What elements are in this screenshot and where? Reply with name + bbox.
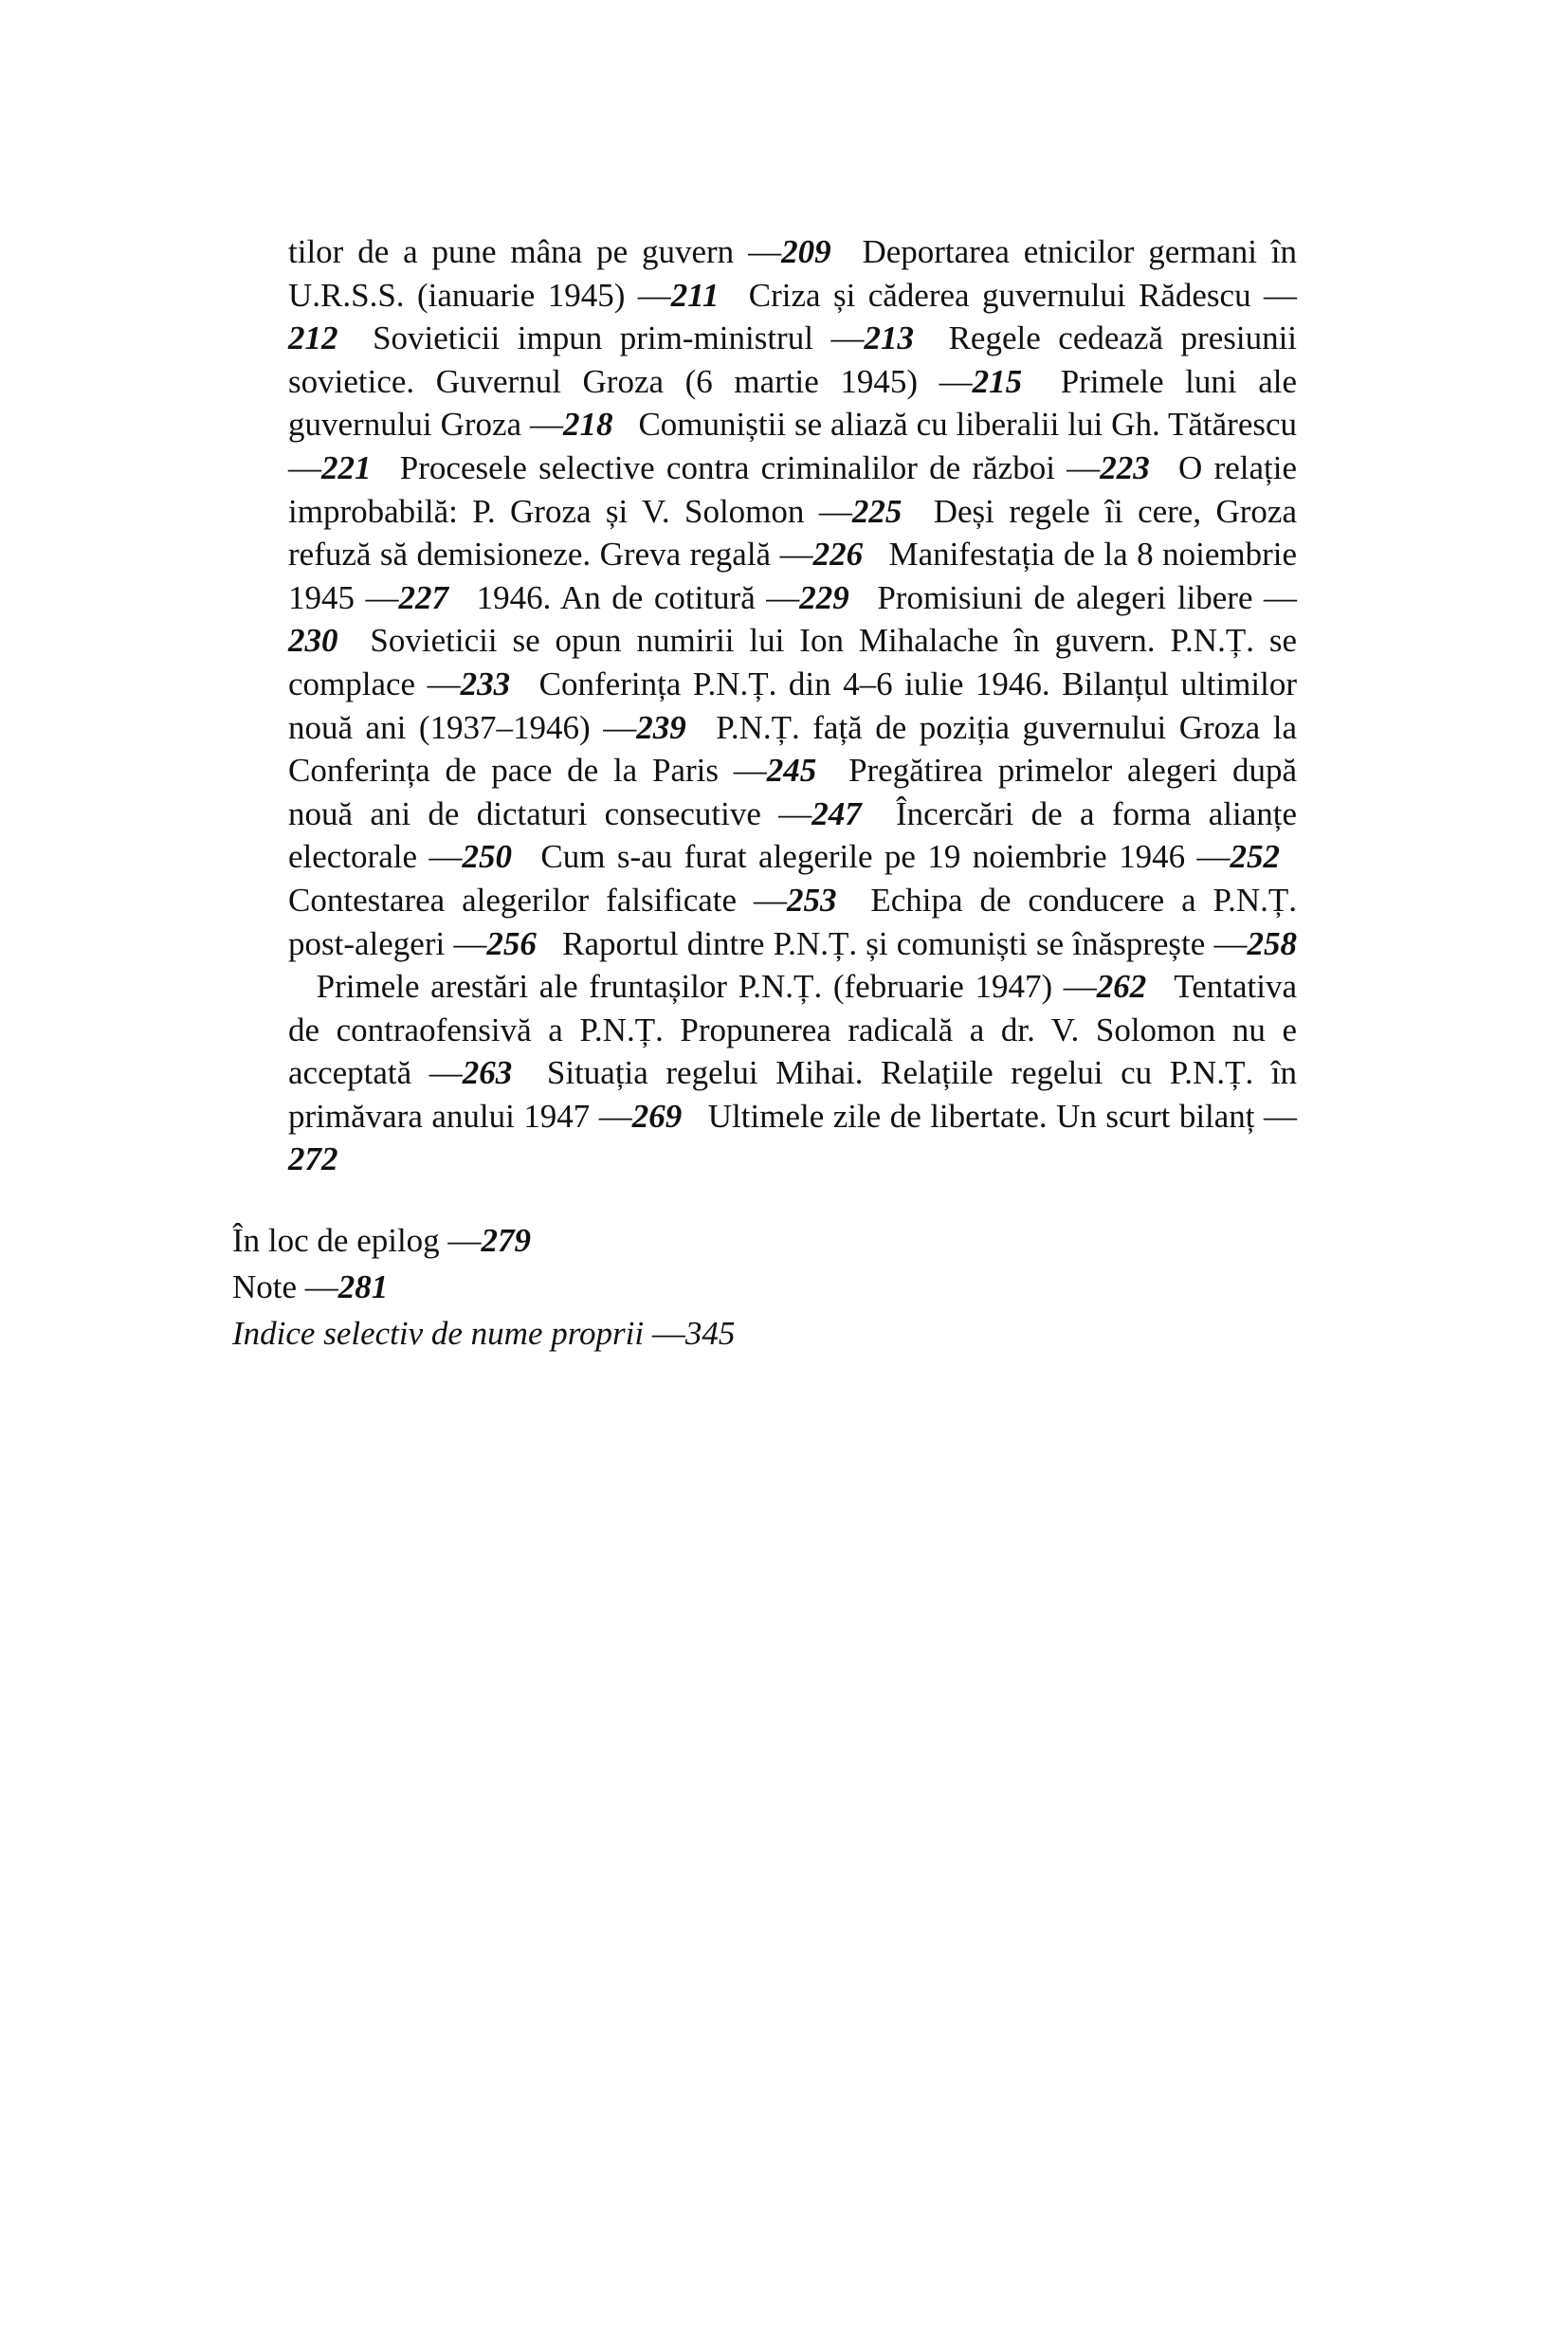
toc-entry: Regele cedează presiunii sovietice. Guvernul Groza (6 martie 1945) —215 xyxy=(288,319,1298,400)
page-number: 227 xyxy=(398,578,449,616)
toc-entry: P.N.Ț. față de poziția guvernului Groza la Conferința de pace de la Paris —245 xyxy=(288,708,1298,790)
toc-entry: Deși regele îi cere, Groza refuză să demisioneze. Greva regală —226 xyxy=(288,492,1298,574)
toc-entry: Sovieticii impun prim-ministrul —213 xyxy=(373,319,914,357)
page-number: 215 xyxy=(972,362,1023,400)
page-number: 250 xyxy=(462,838,512,876)
page-number: 272 xyxy=(288,1140,338,1178)
toc-entry: Deportarea etnicilor germani în U.R.S.S. (ianuarie 1945) —211 xyxy=(288,233,1298,314)
page-number: 258 xyxy=(1247,924,1297,962)
page-number: 239 xyxy=(636,708,686,746)
toc-entry: Ultimele zile de libertate. Un scurt bilanț —272 xyxy=(288,1097,1298,1178)
toc-entry: Promisiuni de alegeri libere —230 xyxy=(288,578,1298,660)
page-number: 230 xyxy=(288,622,338,660)
toc-entry: Criza și căderea guvernului Rădescu —212 xyxy=(288,276,1297,357)
page-number: 226 xyxy=(812,536,864,574)
toc-entry: 1946. An de cotitură —229 xyxy=(476,578,849,616)
page-number: 262 xyxy=(1096,968,1147,1006)
page-number: 211 xyxy=(670,276,720,314)
page-number: 247 xyxy=(811,794,862,832)
toc-entry: Încercări de a forma alianțe electorale —250 xyxy=(288,794,1297,876)
toc-entry: Primele arestări ale fruntașilor P.N.Ț. (februarie 1947) —262 xyxy=(316,968,1147,1006)
toc-entry: Raportul dintre P.N.Ț. și comuniști se înăsprește —258 xyxy=(562,924,1297,962)
toc-entry: O relație improbabilă: P. Groza și V. Solomon —225 xyxy=(288,448,1298,530)
toc-entry: Comuniștii se aliază cu liberalii lui Gh. Tătărescu —221 xyxy=(288,406,1298,486)
toc-entry: Tentativa de contraofensivă a P.N.Ț. Propunerea radicală a dr. V. Solomon nu e acceptată —263 xyxy=(288,968,1298,1092)
toc-entry: Conferința P.N.Ț. din 4–6 iulie 1946. Bilanțul ultimilor nouă ani (1937–1946) —239 xyxy=(288,665,1297,746)
toc-entry-epilog: În loc de epilog —279 xyxy=(232,1222,531,1259)
page-number: 225 xyxy=(851,492,903,530)
toc-entry: Echipa de conducere a P.N.Ț. post-alegeri —256 xyxy=(288,881,1298,962)
toc-entry: Primele luni ale guvernului Groza —218 xyxy=(288,362,1297,444)
back-matter-list xyxy=(232,1219,1275,1358)
page-number: 212 xyxy=(288,319,338,357)
page-number: 213 xyxy=(864,319,914,357)
toc-entry: Cum s-au furat alegerile pe 19 noiembrie 1946 —252 xyxy=(540,838,1281,876)
page-number: 279 xyxy=(481,1222,531,1259)
page-number: 252 xyxy=(1230,838,1281,876)
chapter-entries xyxy=(288,230,1297,1181)
toc-entry: Procesele selective contra criminalilor de război —223 xyxy=(399,448,1150,486)
page-number: 253 xyxy=(786,881,837,919)
page-number: 281 xyxy=(337,1268,389,1305)
page-number: 209 xyxy=(781,233,831,270)
page-number: 223 xyxy=(1100,448,1150,486)
toc-entry-notes: Note —281 xyxy=(232,1268,389,1305)
page-number: 245 xyxy=(766,752,817,790)
toc-entry: Manifestația de la 8 noiembrie 1945 —227 xyxy=(288,536,1298,616)
page-number: 256 xyxy=(486,924,537,962)
page-number: 218 xyxy=(563,406,613,444)
page-number: 233 xyxy=(460,665,511,702)
page-number: 229 xyxy=(799,578,849,616)
toc-entry: Contestarea alegerilor falsificate —253 xyxy=(288,881,837,919)
toc-entry: tilor de a pune mâna pe guvern —209 xyxy=(288,233,831,270)
toc-entry: Pregătirea primelor alegeri după nouă ani de dictaturi consecutive —247 xyxy=(288,752,1298,832)
page-number: 345 xyxy=(684,1315,736,1352)
page-number: 221 xyxy=(321,448,372,486)
toc-entry: Situația regelui Mihai. Relațiile regelui cu P.N.Ț. în primăvara anului 1947 —269 xyxy=(288,1054,1298,1135)
page-number: 263 xyxy=(462,1054,513,1092)
toc-entry-index: Indice selectiv de nume proprii —345 xyxy=(232,1315,736,1352)
toc-entry: Sovieticii se opun numirii lui Ion Mihalache în guvern. P.N.Ț. se complace —233 xyxy=(288,622,1298,702)
page-number: 269 xyxy=(631,1097,683,1135)
